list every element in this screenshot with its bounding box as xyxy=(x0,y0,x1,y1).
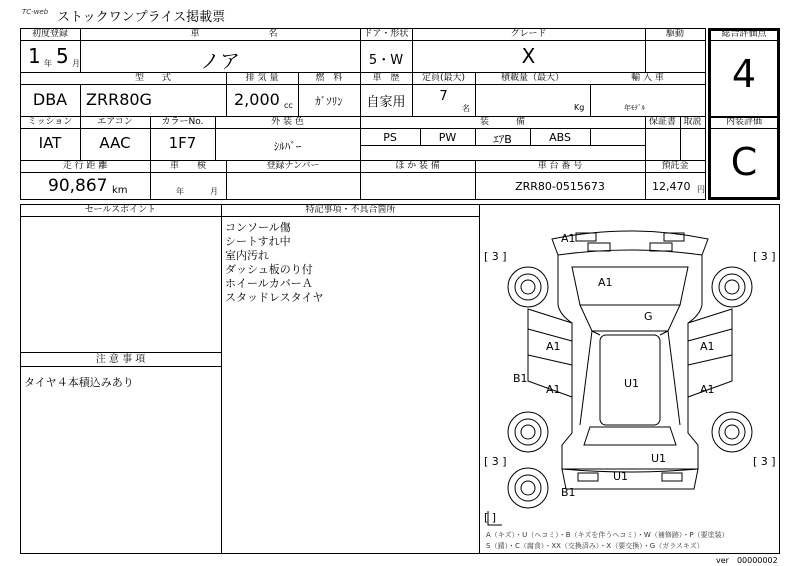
notes-label: 特記事項・不具合箇所 xyxy=(305,205,396,215)
interior-rating-value: C xyxy=(730,140,758,184)
capacity-label: 定員(最大) xyxy=(421,73,466,83)
first-reg-year: 1 xyxy=(28,44,41,68)
caution-label: 注 意 事 項 xyxy=(95,354,146,365)
deposit-label: 預託金 xyxy=(661,161,689,171)
sales-point-label: セールスポイント xyxy=(84,205,157,215)
warranty-label: 保証書 xyxy=(648,117,676,127)
import-model-year-unit: 年ﾓﾃﾞﾙ xyxy=(624,104,645,112)
capacity-unit: 名 xyxy=(462,104,470,113)
damage-mark-roof: G xyxy=(644,310,653,323)
equipment-ps: PS xyxy=(383,131,397,144)
damage-mark-hood: A1 xyxy=(598,276,613,289)
aircon-value: AAC xyxy=(99,134,131,152)
damage-mark-rear-gate: U1 xyxy=(613,470,629,483)
displacement-value: 2,000 xyxy=(234,90,280,109)
damage-mark-left-rear-door: A1 xyxy=(546,383,561,396)
mission-label: ミッション xyxy=(27,117,73,127)
damage-mark-rear-right: U1 xyxy=(651,452,667,465)
note-item: ホイールカバーＡ xyxy=(225,277,313,290)
import-label: 輸 入 車 xyxy=(631,73,664,83)
version-text: ver 00000002 xyxy=(716,556,778,565)
reg-number-label: 登録ナンバー xyxy=(266,161,320,171)
grade-label: グレード xyxy=(510,29,547,39)
first-reg-label: 初度登録 xyxy=(31,29,68,39)
note-item: シートすれ中 xyxy=(225,235,291,248)
mission-value: IAT xyxy=(38,134,62,152)
interior-rating-label: 内装評価 xyxy=(725,117,762,127)
caution-text: タイヤ４本積込みあり xyxy=(24,376,134,389)
note-item: スタッドレスタイヤ xyxy=(225,291,324,304)
spare-tire-label: [ ] xyxy=(484,511,497,524)
tire-right-front-icon xyxy=(712,267,752,307)
color-no-value: 1F7 xyxy=(168,134,197,152)
inspection-month-unit: 月 xyxy=(210,187,218,196)
fuel-value: ｶﾞｿﾘﾝ xyxy=(315,95,343,108)
chassis-label: 車 台 番 号 xyxy=(537,161,583,171)
km-unit: km xyxy=(112,185,128,196)
load-unit: Kg xyxy=(574,103,585,112)
mileage-value: 90,867 xyxy=(48,176,108,196)
equipment-abs: ABS xyxy=(549,131,571,144)
exterior-color-label: 外 装 色 xyxy=(271,117,304,127)
damage-legend-line1: A（キズ）・U（ヘコミ）・B（キズを伴うヘコミ）・W（補修跡）・P（要塗装） xyxy=(486,531,729,539)
history-label: 車 歴 xyxy=(372,73,400,83)
tire-right-rear-icon xyxy=(712,412,752,452)
car-label: 車 xyxy=(190,29,200,39)
equipment-airbag: ｴｱB xyxy=(493,133,512,146)
model-label: 型 式 xyxy=(134,73,171,83)
tire-spare-icon xyxy=(508,468,548,508)
first-reg-month: 5 xyxy=(56,44,69,68)
tire-right-front-label: [ 3 ] xyxy=(753,250,776,263)
year-unit: 年 xyxy=(44,59,52,68)
damage-mark-front-bumper: A1 xyxy=(561,232,576,245)
load-label: 積載量（最大） xyxy=(500,73,564,83)
yen-unit: 円 xyxy=(697,185,705,194)
name-label: 名 xyxy=(268,29,278,39)
overall-rating-value: 4 xyxy=(731,52,757,96)
damage-mark-left-front-door: A1 xyxy=(546,340,561,353)
note-item: ダッシュ板のり付 xyxy=(225,263,313,276)
model-prefix: DBA xyxy=(32,90,68,109)
equipment-label: 装 備 xyxy=(479,117,525,127)
deposit-value: 12,470 xyxy=(652,180,691,193)
site-logo: TC-web xyxy=(22,8,49,16)
tire-right-rear-label: [ 3 ] xyxy=(753,455,776,468)
model-value: ZRR80G xyxy=(86,90,152,109)
chassis-number: ZRR80-0515673 xyxy=(515,180,605,193)
damage-mark-rear-bumper: B1 xyxy=(561,486,576,499)
inspection-year-unit: 年 xyxy=(176,187,184,196)
note-item: 室内汚れ xyxy=(225,249,269,262)
damage-mark-right-front-door: A1 xyxy=(700,340,715,353)
history-value: 自家用 xyxy=(366,95,406,110)
door-shape-value: 5・W xyxy=(368,53,404,68)
damage-mark-right-rear-door: A1 xyxy=(700,383,715,396)
displacement-label: 排 気 量 xyxy=(245,73,279,83)
note-item: コンソール傷 xyxy=(225,221,291,234)
capacity-value: 7 xyxy=(439,89,448,104)
manual-label: 取説 xyxy=(683,117,702,127)
damage-mark-center: U1 xyxy=(624,377,640,390)
mileage-label: 走 行 距 離 xyxy=(62,161,108,171)
damage-legend-line2: S（錆）・C（腐食）・XX（交換済み）・X（要交換）・G（ガラスキズ） xyxy=(486,542,704,550)
door-shape-label: ドア・形状 xyxy=(363,29,409,39)
other-equipment-label: ほ か 装 備 xyxy=(395,161,440,171)
drive-label: 駆動 xyxy=(665,29,684,39)
fuel-label: 燃 料 xyxy=(315,73,343,83)
tire-left-front-icon xyxy=(508,267,548,307)
cc-unit: cc xyxy=(284,101,293,110)
month-unit: 月 xyxy=(72,59,80,68)
aircon-label: エアコン xyxy=(97,117,133,127)
page-title: ストックワンプライス掲載票 xyxy=(57,10,226,25)
damage-mark-left-rear-pillar: B1 xyxy=(513,372,528,385)
tire-left-rear-icon xyxy=(508,412,548,452)
overall-rating-label: 総合評価点 xyxy=(721,29,767,39)
color-no-label: カラーNo. xyxy=(161,117,204,127)
exterior-color-value: ｼﾙﾊﾞｰ xyxy=(273,140,302,153)
tire-left-rear-label: [ 3 ] xyxy=(484,455,507,468)
car-name: ノア xyxy=(200,49,240,73)
grade-value: X xyxy=(521,44,536,68)
equipment-pw: PW xyxy=(438,131,457,144)
car-damage-diagram xyxy=(480,205,779,535)
inspection-label: 車 検 xyxy=(169,161,206,171)
tire-left-front-label: [ 3 ] xyxy=(484,250,507,263)
